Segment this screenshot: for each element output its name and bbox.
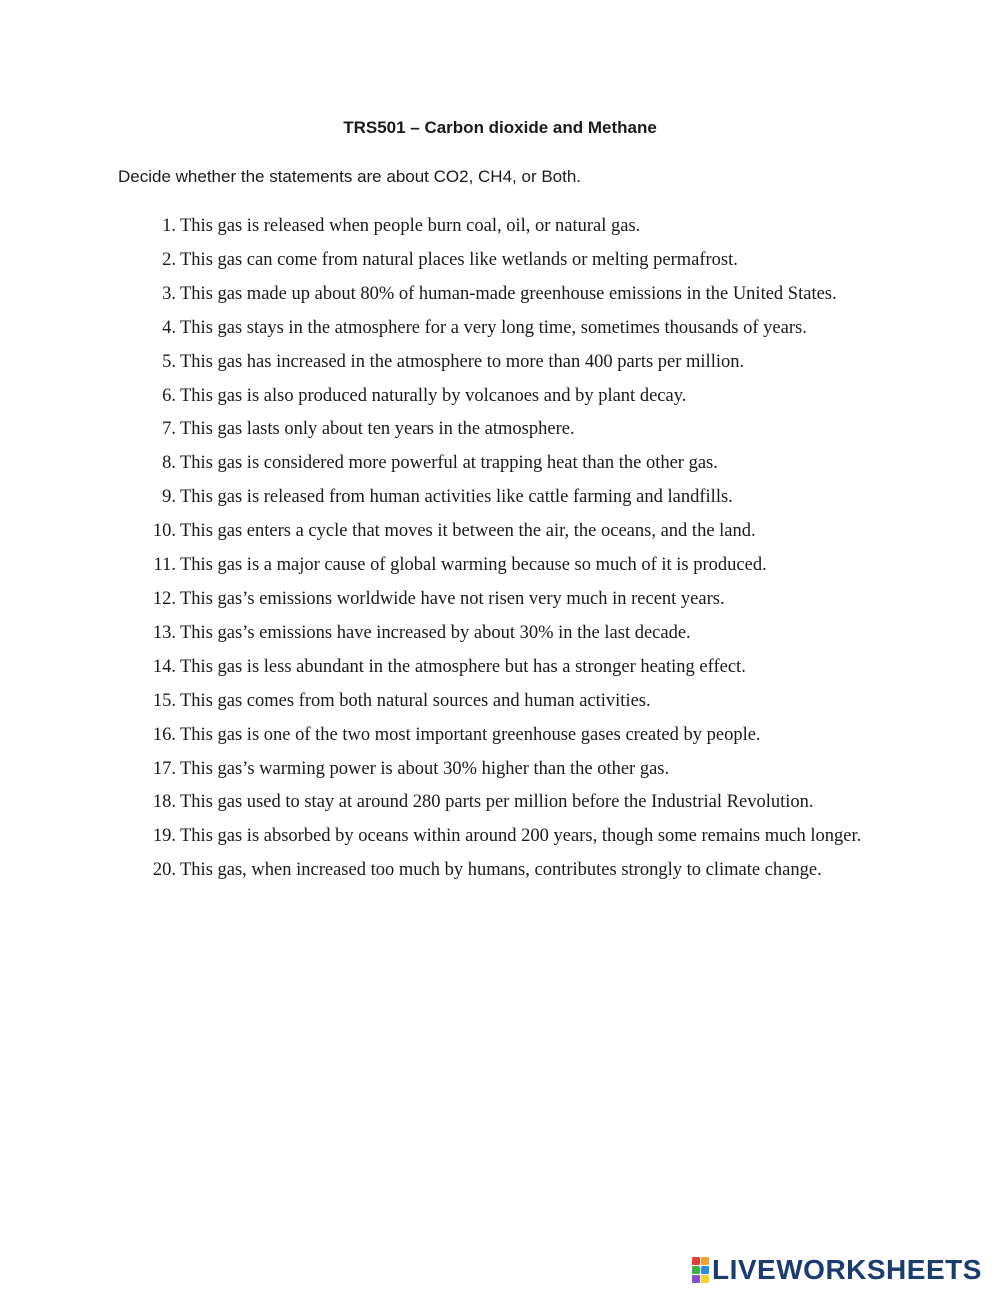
question-number: 11. [153,555,176,576]
question-text: This gas is released from human activities like cattle farming and landfills. [180,487,733,508]
question-number: 9. [162,487,176,508]
question-text: This gas’s emissions have increased by about 30% in the last decade. [180,622,691,643]
question-text: This gas has increased in the atmosphere to more than 400 parts per million. [180,351,745,372]
question-item [130,786,890,820]
question-text: This gas comes from both natural sources and human activities. [180,690,651,711]
logo-square [701,1257,709,1265]
question-number: 10. [152,521,176,542]
question-text: This gas is released when people burn coal, oil, or natural gas. [180,216,641,236]
question-item [130,719,890,753]
question-text: This gas is also produced naturally by volcanoes and by plant decay. [180,385,687,406]
question-item [130,617,890,651]
question-item [130,651,890,685]
question-number: 8. [162,453,176,474]
logo-square [692,1257,700,1265]
instructions-text: Decide whether the statements are about CO2, CH4, or Both. [118,167,582,186]
question-number: 12. [152,588,176,609]
liveworksheets-logo [692,1254,982,1286]
question-text: This gas is less abundant in the atmosphere but has a stronger heating effect. [180,656,746,677]
question-text: This gas, when increased too much by humans, contributes strongly to climate change. [180,860,822,881]
question-number: 16. [152,724,176,745]
question-text: This gas lasts only about ten years in the atmosphere. [180,419,575,440]
question-text: This gas is a major cause of global warming because so much of it is produced. [180,555,767,576]
question-text: This gas stays in the atmosphere for a very long time, sometimes thousands of years. [180,317,807,338]
question-number: 17. [152,758,176,779]
question-item [130,583,890,617]
question-item [130,481,890,515]
question-item [130,515,890,549]
question-number: 3. [162,283,176,304]
question-number: 6. [162,385,176,406]
question-number: 2. [162,249,176,270]
question-number: 13. [152,622,176,643]
logo-square [692,1275,700,1283]
question-item [130,312,890,346]
question-text: This gas can come from natural places like wetlands or melting permafrost. [180,249,738,270]
question-number: 7. [162,419,176,440]
question-number: 15. [152,690,176,711]
question-number: 19. [152,826,176,847]
question-text: This gas is absorbed by oceans within around 200 years, though some remains much longer. [180,826,862,847]
logo-square [701,1266,709,1274]
question-number: 4. [162,317,176,338]
question-number: 18. [152,792,176,813]
question-item [130,685,890,719]
question-number: 5. [162,351,176,372]
question-text: This gas enters a cycle that moves it between the air, the oceans, and the land. [180,521,756,542]
question-text: This gas is considered more powerful at trapping heat than the other gas. [180,453,718,474]
question-item [130,820,890,854]
question-text: This gas is one of the two most important greenhouse gases created by people. [180,724,761,745]
logo-square [692,1266,700,1274]
page-title: TRS501 – Carbon dioxide and Methane [343,118,657,137]
question-text: This gas used to stay at around 280 parts per million before the Industrial Revolution. [180,792,814,813]
question-item [130,346,890,380]
question-text: This gas’s emissions worldwide have not risen very much in recent years. [180,588,725,609]
question-item [130,210,890,244]
question-item [130,447,890,481]
question-item [130,854,890,888]
question-item [130,278,890,312]
question-item [130,413,890,447]
question-number: 14. [152,656,176,677]
question-item [130,380,890,414]
question-item [130,549,890,583]
question-number: 1. [162,216,176,236]
question-item [130,753,890,787]
question-text: This gas’s warming power is about 30% higher than the other gas. [180,758,670,779]
question-number: 20. [152,860,176,881]
logo-square [701,1275,709,1283]
question-item [130,244,890,278]
liveworksheets-logo-text: LIVEWORKSHEETS [712,1254,982,1285]
question-text: This gas made up about 80% of human-made greenhouse emissions in the United States. [180,283,837,304]
liveworksheets-logo-icon [692,1257,709,1283]
question-list [130,210,890,888]
